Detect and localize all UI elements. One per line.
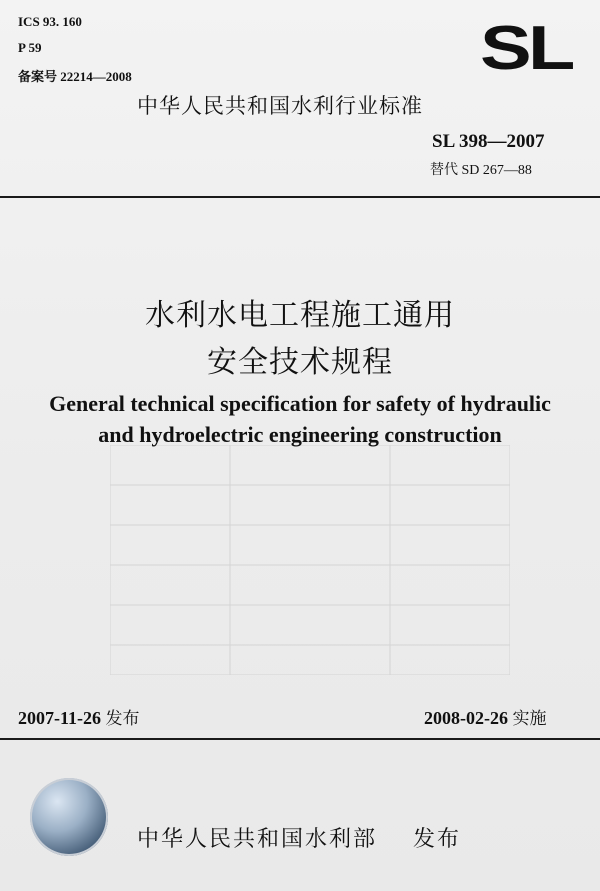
issue-date-block — [18, 704, 140, 729]
top-divider — [0, 196, 600, 198]
title-cn-line2: 安全技术规程 — [207, 345, 393, 380]
publisher-block — [137, 822, 461, 853]
standard-category-title: 中华人民共和国水利行业标准 — [137, 94, 423, 118]
effective-date: 2008-02-26 — [424, 708, 508, 728]
ministry-seal-icon — [30, 778, 108, 856]
title-en-line1: General technical specification for safety of hydraulic — [49, 391, 551, 416]
title-en-line2: and hydroelectric engineering construction — [98, 422, 502, 447]
background-table-watermark — [110, 445, 510, 675]
issue-date: 2007-11-26 — [18, 708, 101, 728]
bottom-divider — [0, 738, 600, 740]
standard-code: SL 398—2007 — [432, 131, 545, 152]
publisher-action: 发布 — [413, 827, 462, 852]
title-cn-line1: 水利水电工程施工通用 — [145, 298, 455, 333]
record-number: 备案号 22214—2008 — [18, 69, 132, 84]
effective-date-block — [424, 704, 547, 729]
issue-label: 发布 — [105, 709, 140, 729]
ics-code: ICS 93. 160 — [18, 14, 82, 29]
sl-logo: SL — [480, 14, 572, 83]
classification-code: P 59 — [18, 40, 42, 55]
replaces-standard: 替代 SD 267—88 — [430, 163, 532, 178]
publisher-name: 中华人民共和国水利部 — [137, 827, 378, 852]
effective-label: 实施 — [512, 709, 547, 729]
